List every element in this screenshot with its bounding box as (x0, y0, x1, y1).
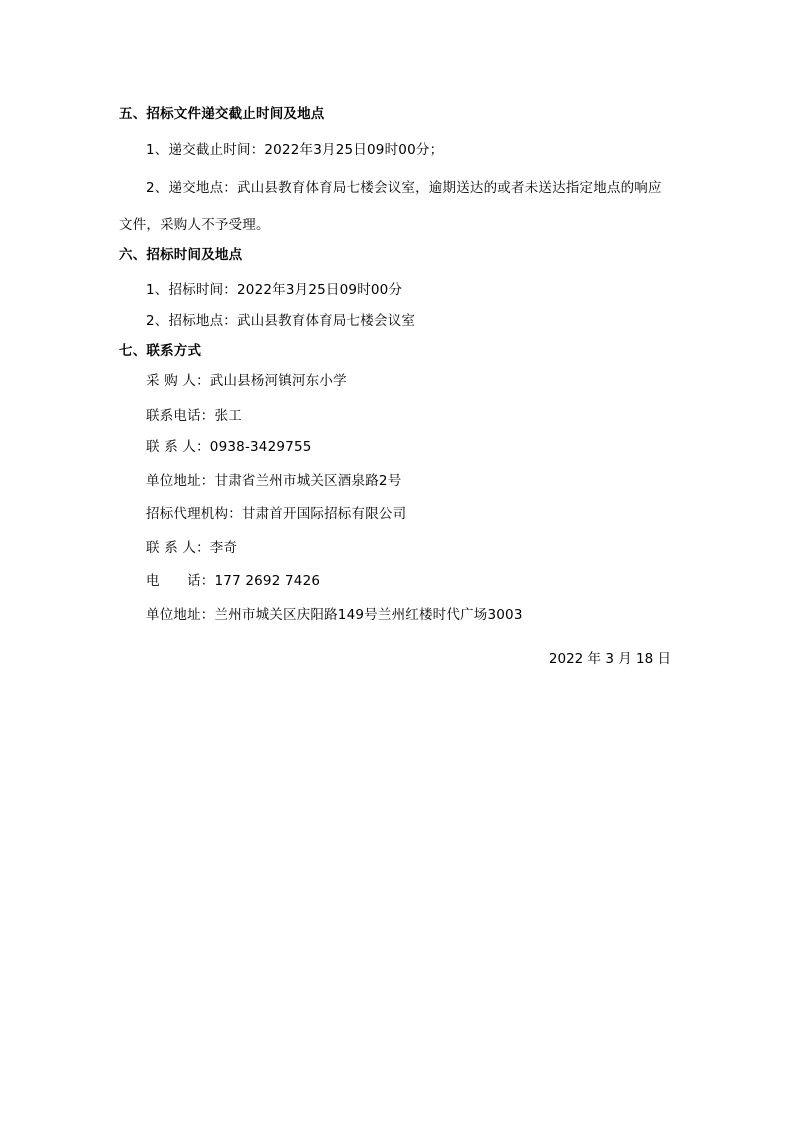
agency-name-line: 招标代理机构：甘肃首开国际招标有限公司 (146, 506, 407, 522)
contact-person-line: 联 系 人：0938-3429755 (146, 439, 312, 455)
agency-address-line: 单位地址：兰州市城关区庆阳路149号兰州红楼时代广场3003 (146, 607, 523, 623)
contact-phone-line: 联系电话：张工 (146, 408, 242, 424)
bidding-time-item: 1、招标时间：2022年3月25日09时00分 (146, 282, 403, 298)
section-heading-contact: 七、联系方式 (119, 343, 202, 359)
bidding-location-item: 2、招标地点：武山县教育体育局七楼会议室 (146, 313, 416, 329)
deadline-time-item: 1、递交截止时间：2022年3月25日09时00分； (146, 142, 444, 158)
agency-phone-line: 电 话：177 2692 7426 (146, 573, 321, 589)
section-heading-deadline: 五、招标文件递交截止时间及地点 (119, 106, 325, 122)
delivery-location-item-continued: 文件，采购人不予受理。 (119, 217, 270, 233)
section-heading-bidding: 六、招标时间及地点 (119, 247, 243, 263)
agency-contact-line: 联 系 人：李奇 (146, 540, 238, 556)
purchaser-address-line: 单位地址：甘肃省兰州市城关区酒泉路2号 (146, 473, 402, 489)
purchaser-line: 采 购 人：武山县杨河镇河东小学 (146, 373, 347, 389)
document-date: 2022 年 3 月 18 日 (548, 651, 671, 667)
delivery-location-item: 2、递交地点：武山县教育体育局七楼会议室，逾期送达的或者未送达指定地点的响应 (146, 180, 662, 196)
